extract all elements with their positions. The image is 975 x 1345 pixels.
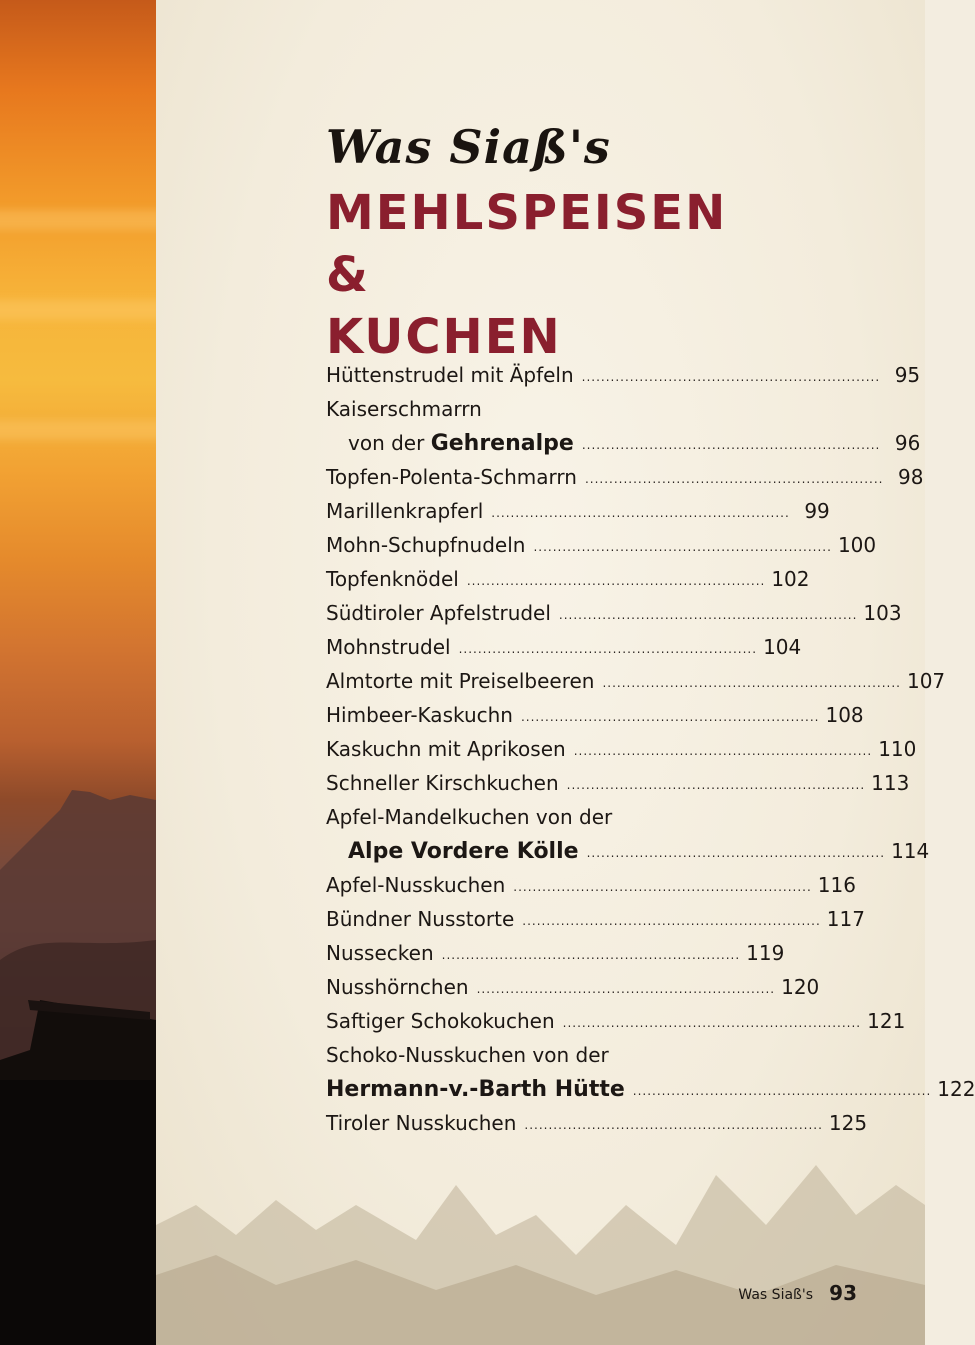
toc-row[interactable]: von der Gehrenalpe .............................................................. 96 bbox=[348, 430, 921, 456]
toc-row[interactable]: Topfenknödel .............................................................. 102 bbox=[326, 567, 810, 591]
chapter-title bbox=[326, 182, 756, 368]
toc-row[interactable]: Kaiserschmarrn bbox=[326, 397, 482, 421]
script-title: Was Siaß's bbox=[326, 120, 611, 174]
running-footer-label: Was Siaß's bbox=[738, 1287, 813, 1303]
toc-row[interactable]: Alpe Vordere Kölle .............................................................. 114 bbox=[348, 838, 930, 864]
toc-row[interactable]: Schneller Kirschkuchen .............................................................. 113 bbox=[326, 771, 910, 795]
toc-row[interactable]: Apfel-Mandelkuchen von der bbox=[326, 805, 613, 829]
sunset-photo-strip bbox=[0, 0, 156, 1345]
toc-row[interactable]: Tiroler Nusskuchen .............................................................. 125 bbox=[326, 1111, 868, 1135]
mountain-silhouette-image bbox=[0, 0, 156, 1345]
toc-row[interactable]: Mohn-Schupfnudeln .............................................................. 100 bbox=[326, 533, 877, 557]
toc-row[interactable]: Saftiger Schokokuchen .............................................................. 121 bbox=[326, 1009, 906, 1033]
chapter-title-line1: MEHLSPEISEN & bbox=[326, 185, 728, 303]
chapter-title-line2: KUCHEN bbox=[326, 309, 562, 365]
toc-row[interactable]: Almtorte mit Preiselbeeren .............................................................. 107 bbox=[326, 669, 946, 693]
toc-row[interactable]: Nusshörnchen .............................................................. 120 bbox=[326, 975, 820, 999]
parchment-page bbox=[156, 0, 975, 1345]
toc-row[interactable]: Bündner Nusstorte .............................................................. 117 bbox=[326, 907, 865, 931]
toc-row[interactable]: Südtiroler Apfelstrudel .............................................................. 103 bbox=[326, 601, 902, 625]
toc-row[interactable]: Hermann-v.-Barth Hütte .............................................................. 122 bbox=[326, 1076, 975, 1102]
toc-row[interactable]: Kaskuchn mit Aprikosen .............................................................. 110 bbox=[326, 737, 917, 761]
table-of-contents bbox=[326, 358, 975, 1140]
toc-row[interactable]: Himbeer-Kaskuchn .............................................................. 108 bbox=[326, 703, 864, 727]
toc-row[interactable]: Marillenkrapferl .............................................................. 99 bbox=[326, 499, 830, 523]
toc-row[interactable]: Schoko-Nusskuchen von der bbox=[326, 1043, 609, 1067]
mountain-map-illustration bbox=[156, 1145, 925, 1345]
toc-row[interactable]: Hüttenstrudel mit Äpfeln .............................................................. 95 bbox=[326, 363, 921, 387]
toc-row[interactable]: Apfel-Nusskuchen .............................................................. 116 bbox=[326, 873, 856, 897]
toc-row[interactable]: Topfen-Polenta-Schmarrn .............................................................. 98 bbox=[326, 465, 924, 489]
toc-row[interactable]: Nussecken .............................................................. 119 bbox=[326, 941, 785, 965]
page-number: 93 bbox=[829, 1281, 857, 1305]
toc-row[interactable]: Mohnstrudel .............................................................. 104 bbox=[326, 635, 802, 659]
